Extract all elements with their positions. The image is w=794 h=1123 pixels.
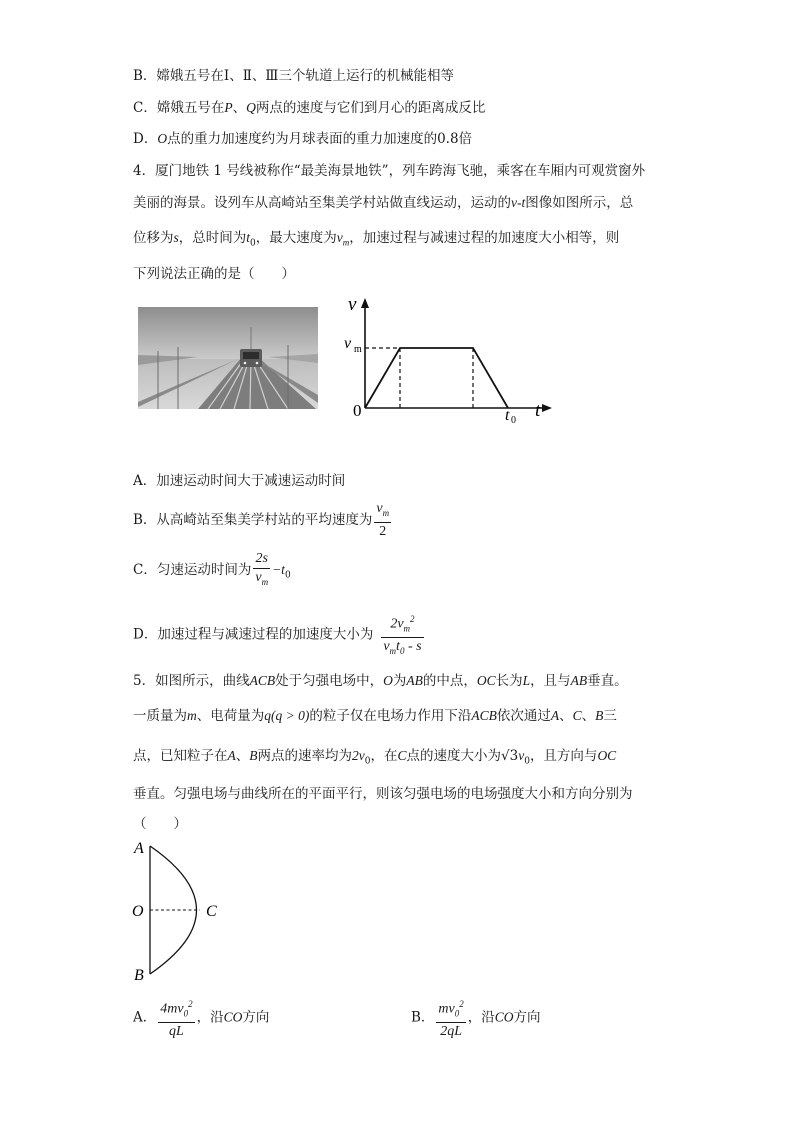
q5-stem-line5: （ ） [133, 816, 187, 832]
q4-stem-line3: 位移为s，总时间为$t_0$，最大速度为$v_m$，加速过程与减速过程的加速度大小相等，则 [133, 230, 620, 249]
q5-stem-line2: 一质量为m、电荷量为q(q > 0)的粒子仅在电场力作用下沿ACB依次通过A、C、B三 [133, 708, 617, 724]
vm-label: v [344, 335, 352, 352]
point-c-label: C [206, 903, 217, 920]
q5-stem-line1: 5．如图所示，曲线ACB处于匀强电场中，O为AB的中点，OC长为L，且与AB垂直。 [133, 673, 628, 689]
q4-option-b: B．从高崎站至集美学村站的平均速度为 $\frac{v_m}{2}$ [133, 501, 390, 539]
vt-curve [365, 348, 508, 408]
q4-option-a: A．加速运动时间大于减速运动时间 [133, 473, 346, 489]
metro-train-photo [138, 307, 318, 409]
origin-label: 0 [353, 401, 362, 420]
q5-stem-line4: 垂直。匀强电场与曲线所在的平面平行，则该匀强电场的电场强度大小和方向分别为 [133, 786, 633, 802]
q4-stem-line4: 下列说法正确的是（ ） [133, 266, 295, 282]
q4-option-c: C．匀速运动时间为 $\frac{2s}{v_m}$ $-t_0$ [133, 551, 291, 587]
point-o-label: O [132, 903, 144, 920]
point-b-label: B [134, 967, 144, 984]
q5-option-b: B． $\frac{mv_0^2}{2qL}$ ，沿CO方向 [411, 995, 541, 1041]
q3-option-b: B．嫦娥五号在Ⅰ、Ⅱ、Ⅲ三个轨道上运行的机械能相等 [133, 68, 454, 84]
q4-stem-line1: 4．厦门地铁 1 号线被称作“最美海景地铁”，列车跨海飞驰，乘客在车厢内可观赏窗外 [133, 163, 646, 179]
q3-option-c: C．嫦娥五号在P、Q两点的速度与它们到月心的距离成反比 [133, 100, 486, 116]
point-a-label: A [134, 840, 144, 857]
t-axis-label: t [535, 400, 541, 421]
q3-option-d: D．O点的重力加速度约为月球表面的重力加速度的0.8倍 [133, 131, 473, 147]
vm-label-sub: m [354, 344, 362, 355]
t0-label-sub: 0 [511, 415, 516, 426]
t-axis-arrow [542, 404, 552, 412]
v-axis-arrow [361, 298, 369, 308]
q4-option-d: D．加速过程与减速过程的加速度大小为 $\frac{2v_m^2}{v_mt_0 - s}$ [133, 610, 426, 660]
t0-label: t [505, 407, 510, 424]
q5-stem-line3: 点，已知粒子在A、B两点的速率均为$2v_0$，在C点的速度大小为$√3v_0$，且方向与OC [133, 748, 617, 767]
vt-graph [330, 290, 560, 430]
field-curve-diagram [128, 836, 238, 986]
q4-stem-line2: 美丽的海景。设列车从高崎站至集美学村站做直线运动，运动的v-t图像如图所示，总 [133, 195, 634, 211]
v-axis-label: v [348, 294, 357, 315]
q5-option-a: A． $\frac{4mv_0^2}{qL}$ ，沿CO方向 [133, 995, 269, 1041]
